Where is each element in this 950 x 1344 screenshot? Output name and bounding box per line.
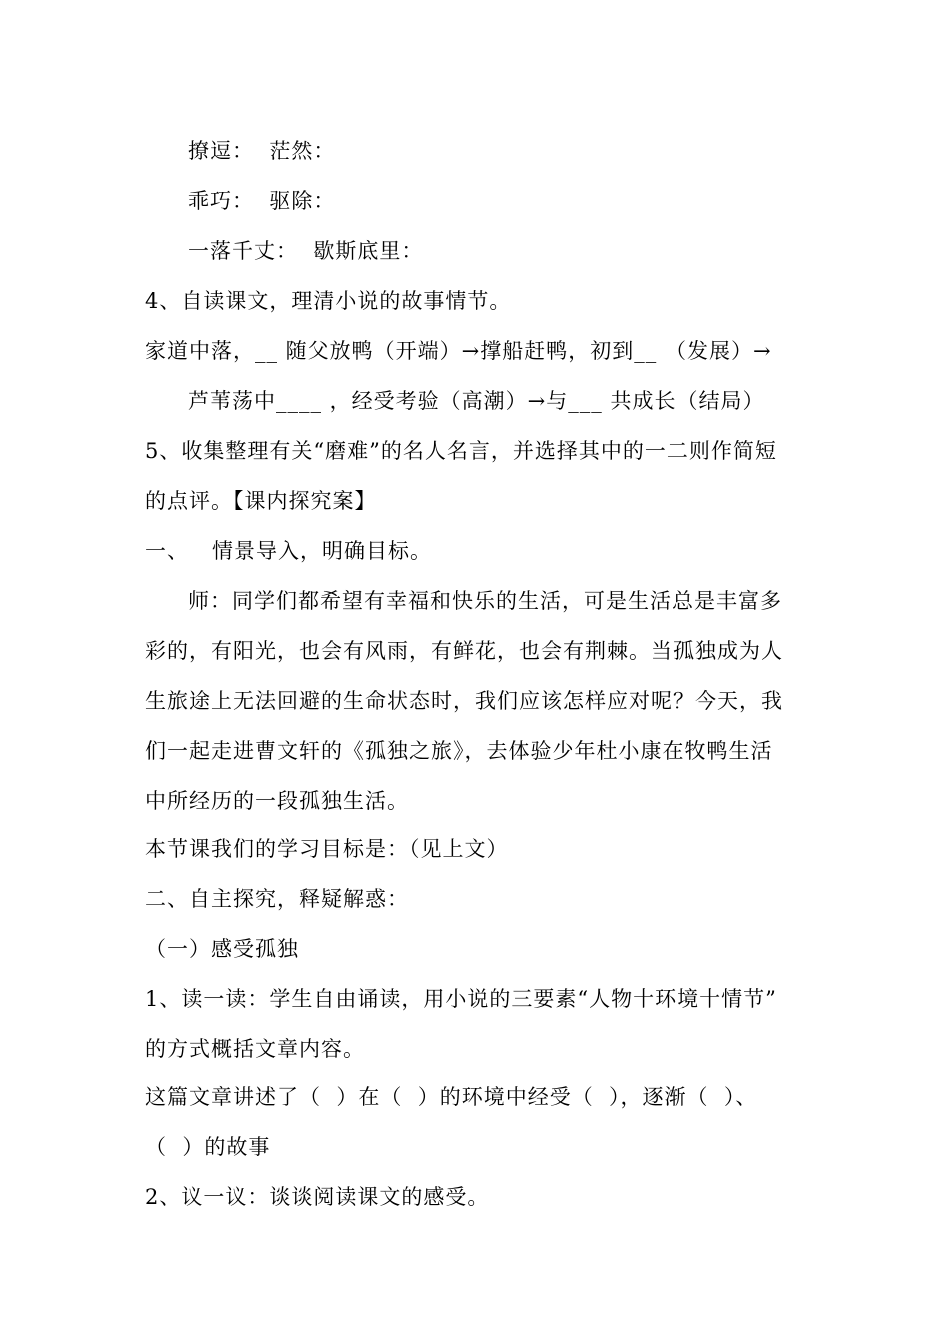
- summary-fill-line-1: 这篇文章讲述了（ ）在（ ）的环境中经受（ ），逐渐（ ）、: [145, 1085, 758, 1109]
- teacher-paragraph-line-2: 彩的，有阳光，也会有风雨，有鲜花，也会有荆棘。当孤独成为人: [145, 639, 783, 663]
- vocab-line-3: 一落千丈： 歇斯底里：: [188, 239, 424, 263]
- read-task-line-1: 1、读一读：学生自由诵读，用小说的三要素“人物十环境十情节”: [145, 987, 777, 1011]
- vocab-line-2: 乖巧： 驱除：: [188, 189, 336, 213]
- discuss-task-line: 2、议一议：谈谈阅读课文的感受。: [145, 1185, 490, 1209]
- teacher-paragraph-line-4: 们一起走进曹文轩的《孤独之旅》，去体验少年杜小康在牧鸭生活: [145, 739, 773, 763]
- teacher-paragraph-line-3: 生旅途上无法回避的生命状态时，我们应该怎样应对呢？今天，我: [145, 689, 783, 713]
- plot-line-2: 芦苇荡中____ ，经受考验（高潮）→与___ 共成长（结局）: [188, 389, 765, 413]
- read-task-line-2: 的方式概括文章内容。: [145, 1037, 365, 1061]
- learning-goals-line: 本节课我们的学习目标是：（见上文）: [145, 837, 509, 861]
- subsection-1-heading: （一）感受孤独: [145, 937, 299, 961]
- teacher-paragraph-line-1: 师：同学们都希望有幸福和快乐的生活，可是生活总是丰富多: [188, 589, 782, 613]
- vocab-line-1: 撩逗： 茫然：: [188, 139, 336, 163]
- teacher-paragraph-line-5: 中所经历的一段孤独生活。: [145, 789, 409, 813]
- task-5-line-2: 的点评。【课内探究案】: [145, 489, 377, 513]
- task-5-line-1: 5、收集整理有关“磨难”的名人名言，并选择其中的一二则作简短: [145, 439, 777, 463]
- section-1-heading: 一、 情景导入，明确目标。: [145, 539, 433, 563]
- section-2-heading: 二、自主探究，释疑解惑：: [145, 887, 409, 911]
- plot-line-1: 家道中落，__ 随父放鸭（开端）→撑船赶鸭，初到__ （发展）→: [145, 339, 772, 363]
- summary-fill-line-2: （ ）的故事: [145, 1135, 271, 1159]
- task-4-heading: 4、自读课文，理清小说的故事情节。: [145, 289, 512, 313]
